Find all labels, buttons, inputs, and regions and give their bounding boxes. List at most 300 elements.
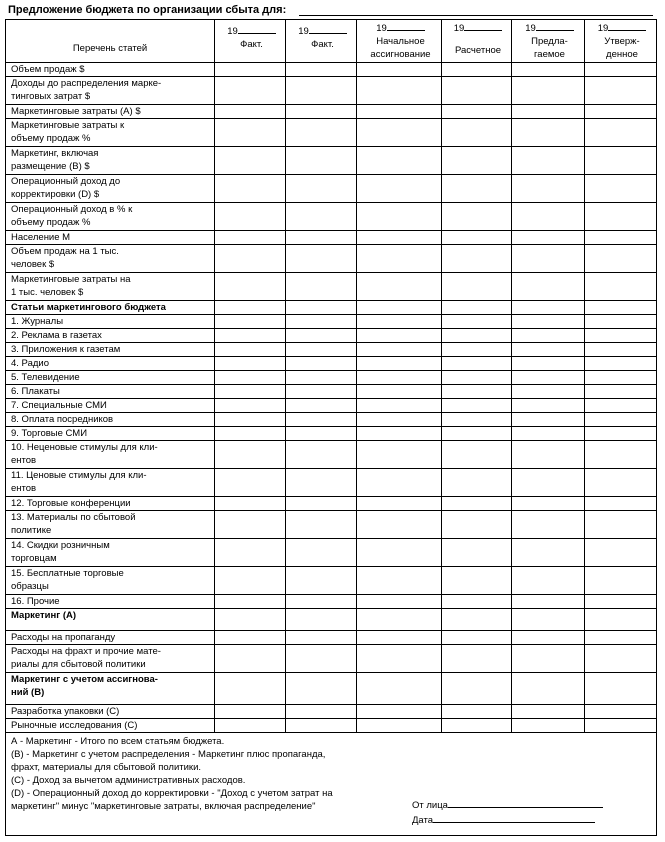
value-cell[interactable]: [215, 147, 286, 175]
row-label-line: корректировки (D) $: [11, 189, 100, 200]
date-fill-line[interactable]: [433, 812, 595, 823]
value-cell[interactable]: [215, 469, 286, 497]
value-cell[interactable]: [442, 595, 512, 609]
value-cell[interactable]: [286, 175, 357, 203]
row-label: [6, 385, 215, 399]
value-cell[interactable]: [585, 77, 657, 105]
row-label-line: 9. Торговые СМИ: [11, 428, 88, 439]
row-label-line: 5. Телевидение: [11, 372, 80, 383]
value-cell[interactable]: [442, 329, 512, 343]
value-cell[interactable]: [585, 497, 657, 511]
value-cell[interactable]: [286, 609, 357, 631]
value-cell[interactable]: [585, 301, 657, 315]
table-row: [6, 203, 657, 231]
row-label: [6, 441, 215, 469]
row-label: [6, 399, 215, 413]
value-cell[interactable]: [442, 147, 512, 175]
value-cell[interactable]: [215, 645, 286, 673]
value-cell[interactable]: [585, 315, 657, 329]
value-cell[interactable]: [442, 203, 512, 231]
value-cell[interactable]: [512, 705, 585, 719]
value-cell[interactable]: [585, 441, 657, 469]
value-cell[interactable]: [442, 315, 512, 329]
header-row: [6, 20, 657, 63]
value-cell[interactable]: [512, 413, 585, 427]
row-label: [6, 511, 215, 539]
row-label: [6, 315, 215, 329]
row-label-line: человек $: [11, 259, 55, 270]
value-cell[interactable]: [286, 511, 357, 539]
value-cell[interactable]: [585, 357, 657, 371]
value-cell[interactable]: [215, 413, 286, 427]
value-cell[interactable]: [357, 357, 442, 371]
value-cell[interactable]: [215, 399, 286, 413]
value-cell[interactable]: [357, 567, 442, 595]
title-fill-line[interactable]: [299, 15, 653, 16]
value-cell[interactable]: [512, 203, 585, 231]
row-label-line: 15. Бесплатные торговые: [11, 568, 124, 579]
note-line: (D) - Операционный доход до корректировки - "Доход с учетом затрат на: [11, 788, 333, 799]
row-label: [6, 147, 215, 175]
value-cell[interactable]: [585, 147, 657, 175]
value-cell[interactable]: [286, 497, 357, 511]
value-cell[interactable]: [215, 175, 286, 203]
table-row: [6, 673, 657, 705]
table-row: [6, 399, 657, 413]
value-cell[interactable]: [357, 273, 442, 301]
row-label-line: Объем продаж $: [11, 64, 85, 75]
value-cell[interactable]: [357, 631, 442, 645]
note-line: фрахт, материалы для сбытовой политики.: [11, 762, 202, 773]
value-cell[interactable]: [585, 273, 657, 301]
value-cell[interactable]: [585, 371, 657, 385]
value-cell[interactable]: [286, 245, 357, 273]
row-label: [6, 705, 215, 719]
value-cell[interactable]: [512, 645, 585, 673]
row-label-line: 14. Скидки розничным: [11, 540, 110, 551]
from-fill-line[interactable]: [448, 797, 603, 808]
value-cell[interactable]: [286, 399, 357, 413]
form-title-text: Предложение бюджета по организации сбыта для:: [8, 4, 287, 16]
value-cell[interactable]: [286, 595, 357, 609]
row-label-line: 10. Неценовые стимулы для кли-: [11, 442, 158, 453]
table-row: [6, 441, 657, 469]
table-row: [6, 63, 657, 77]
value-cell[interactable]: [585, 469, 657, 497]
value-cell[interactable]: [286, 371, 357, 385]
value-cell[interactable]: [512, 673, 585, 705]
value-cell[interactable]: [286, 301, 357, 315]
signature-date: Дата: [412, 812, 602, 827]
value-cell[interactable]: [357, 175, 442, 203]
value-cell[interactable]: [585, 645, 657, 673]
value-cell[interactable]: [442, 399, 512, 413]
value-cell[interactable]: [512, 511, 585, 539]
col-header-5: 19 Предла- гаемое: [512, 20, 585, 63]
value-cell[interactable]: [512, 357, 585, 371]
value-cell[interactable]: [215, 63, 286, 77]
col-header-6: 19 Утверж- денное: [585, 20, 657, 63]
value-cell[interactable]: [512, 77, 585, 105]
value-cell[interactable]: [442, 539, 512, 567]
table-row: [6, 231, 657, 245]
value-cell[interactable]: [357, 469, 442, 497]
value-cell[interactable]: [357, 673, 442, 705]
row-label: [6, 343, 215, 357]
note-line: маркетинг" минус "маркетинговые затраты, включая распределение": [11, 801, 316, 812]
value-cell[interactable]: [442, 63, 512, 77]
value-cell[interactable]: [512, 469, 585, 497]
value-cell[interactable]: [286, 147, 357, 175]
value-cell[interactable]: [442, 343, 512, 357]
table-row: [6, 119, 657, 147]
value-cell[interactable]: [442, 441, 512, 469]
value-cell[interactable]: [512, 245, 585, 273]
row-label-line: торговцам: [11, 553, 57, 564]
value-cell[interactable]: [512, 609, 585, 631]
value-cell[interactable]: [357, 609, 442, 631]
value-cell[interactable]: [512, 427, 585, 441]
value-cell[interactable]: [585, 245, 657, 273]
row-label-line: Маркетинговые затраты к: [11, 120, 125, 131]
value-cell[interactable]: [357, 539, 442, 567]
value-cell[interactable]: [442, 175, 512, 203]
value-cell[interactable]: [585, 567, 657, 595]
value-cell[interactable]: [357, 441, 442, 469]
value-cell[interactable]: [512, 399, 585, 413]
value-cell[interactable]: [286, 203, 357, 231]
value-cell[interactable]: [286, 413, 357, 427]
value-cell[interactable]: [286, 427, 357, 441]
value-cell[interactable]: [442, 231, 512, 245]
value-cell[interactable]: [286, 63, 357, 77]
row-label-line: размещение (В) $: [11, 161, 90, 172]
label-column-header: Перечень статей: [6, 20, 215, 63]
value-cell[interactable]: [215, 231, 286, 245]
value-cell[interactable]: [357, 245, 442, 273]
value-cell[interactable]: [357, 343, 442, 357]
value-cell[interactable]: [512, 719, 585, 733]
value-cell[interactable]: [286, 645, 357, 673]
value-cell[interactable]: [585, 413, 657, 427]
col-header-4: 19 Расчетное: [442, 20, 512, 63]
value-cell[interactable]: [357, 427, 442, 441]
value-cell[interactable]: [585, 609, 657, 631]
table-row: [6, 245, 657, 273]
row-label-line: Разработка упаковки (С): [11, 706, 120, 717]
row-label: [6, 673, 215, 705]
table-row: [6, 147, 657, 175]
value-cell[interactable]: [215, 203, 286, 231]
value-cell[interactable]: [215, 357, 286, 371]
value-cell[interactable]: [357, 203, 442, 231]
value-cell[interactable]: [585, 705, 657, 719]
row-label-line: Доходы до распределения марке-: [11, 78, 162, 89]
value-cell[interactable]: [442, 385, 512, 399]
value-cell[interactable]: [512, 539, 585, 567]
value-cell[interactable]: [286, 357, 357, 371]
value-cell[interactable]: [585, 399, 657, 413]
table-row: [6, 705, 657, 719]
table-row: [6, 175, 657, 203]
value-cell[interactable]: [357, 719, 442, 733]
table-row: [6, 343, 657, 357]
row-label: [6, 245, 215, 273]
row-label-line: риалы для сбытовой политики: [11, 659, 146, 670]
table-row: [6, 315, 657, 329]
year-blank[interactable]: [536, 20, 574, 31]
value-cell[interactable]: [512, 371, 585, 385]
row-label-line: 16. Прочие: [11, 596, 60, 607]
value-cell[interactable]: [357, 385, 442, 399]
value-cell[interactable]: [512, 343, 585, 357]
value-cell[interactable]: [357, 371, 442, 385]
value-cell[interactable]: [512, 301, 585, 315]
row-label-line: 8. Оплата посредников: [11, 414, 114, 425]
table-row: [6, 645, 657, 673]
value-cell[interactable]: [442, 413, 512, 427]
row-label: [6, 273, 215, 301]
value-cell[interactable]: [357, 105, 442, 119]
value-cell[interactable]: [357, 329, 442, 343]
value-cell[interactable]: [357, 399, 442, 413]
value-cell[interactable]: [286, 539, 357, 567]
table-row: [6, 371, 657, 385]
row-label-line: Объем продаж на 1 тыс.: [11, 246, 119, 257]
row-label-line: 11. Ценовые стимулы для кли-: [11, 470, 147, 481]
value-cell[interactable]: [215, 567, 286, 595]
year-blank[interactable]: [608, 20, 646, 31]
value-cell[interactable]: [512, 231, 585, 245]
row-label: [6, 77, 215, 105]
value-cell[interactable]: [215, 343, 286, 357]
value-cell[interactable]: [286, 231, 357, 245]
value-cell[interactable]: [512, 385, 585, 399]
value-cell[interactable]: [512, 315, 585, 329]
footnotes: [6, 733, 657, 836]
value-cell[interactable]: [215, 631, 286, 645]
value-cell[interactable]: [512, 595, 585, 609]
value-cell[interactable]: [442, 567, 512, 595]
row-label-line: 6. Плакаты: [11, 386, 60, 397]
value-cell[interactable]: [357, 315, 442, 329]
row-label-line: ентов: [11, 455, 37, 466]
value-cell[interactable]: [215, 385, 286, 399]
value-cell[interactable]: [512, 329, 585, 343]
value-cell[interactable]: [215, 273, 286, 301]
row-label-line: Расходы на пропаганду: [11, 632, 116, 643]
value-cell[interactable]: [442, 469, 512, 497]
table-row: [6, 567, 657, 595]
row-label-line: Маркетинговые затраты на: [11, 274, 131, 285]
value-cell[interactable]: [215, 77, 286, 105]
row-label-line: Население М: [11, 232, 71, 243]
value-cell[interactable]: [585, 105, 657, 119]
row-label: [6, 631, 215, 645]
row-label: [6, 203, 215, 231]
value-cell[interactable]: [357, 497, 442, 511]
value-cell[interactable]: [442, 77, 512, 105]
value-cell[interactable]: [442, 105, 512, 119]
row-label-line: Расходы на фрахт и прочие мате-: [11, 646, 161, 657]
value-cell[interactable]: [512, 119, 585, 147]
value-cell[interactable]: [215, 497, 286, 511]
value-cell[interactable]: [585, 63, 657, 77]
row-label-line: Операционный доход в % к: [11, 204, 133, 215]
value-cell[interactable]: [442, 427, 512, 441]
value-cell[interactable]: [215, 315, 286, 329]
year-blank[interactable]: [309, 23, 347, 34]
value-cell[interactable]: [585, 231, 657, 245]
value-cell[interactable]: [286, 329, 357, 343]
value-cell[interactable]: [442, 645, 512, 673]
value-cell[interactable]: [286, 567, 357, 595]
table-row: [6, 77, 657, 105]
row-label-line: 2. Реклама в газетах: [11, 330, 102, 341]
value-cell[interactable]: [286, 385, 357, 399]
value-cell[interactable]: [357, 645, 442, 673]
value-cell[interactable]: [286, 343, 357, 357]
value-cell[interactable]: [357, 147, 442, 175]
value-cell[interactable]: [215, 539, 286, 567]
row-label-line: Маркетинговые затраты (А) $: [11, 106, 141, 117]
notes-row: [6, 733, 657, 836]
value-cell[interactable]: [442, 497, 512, 511]
value-cell[interactable]: [585, 631, 657, 645]
value-cell[interactable]: [442, 357, 512, 371]
value-cell[interactable]: [357, 119, 442, 147]
row-label: [6, 497, 215, 511]
value-cell[interactable]: [585, 595, 657, 609]
value-cell[interactable]: [442, 245, 512, 273]
table-row: [6, 595, 657, 609]
value-cell[interactable]: [442, 631, 512, 645]
col-header-2: 19 Факт.: [286, 20, 357, 63]
value-cell[interactable]: [286, 77, 357, 105]
value-cell[interactable]: [286, 705, 357, 719]
value-cell[interactable]: [512, 497, 585, 511]
row-label-line: Маркетинг (А): [11, 610, 77, 621]
value-cell[interactable]: [585, 329, 657, 343]
value-cell[interactable]: [286, 441, 357, 469]
value-cell[interactable]: [215, 609, 286, 631]
row-label: [6, 175, 215, 203]
value-cell[interactable]: [215, 371, 286, 385]
value-cell[interactable]: [215, 595, 286, 609]
value-cell[interactable]: [585, 203, 657, 231]
value-cell[interactable]: [442, 609, 512, 631]
value-cell[interactable]: [357, 77, 442, 105]
value-cell[interactable]: [512, 63, 585, 77]
value-cell[interactable]: [585, 385, 657, 399]
value-cell[interactable]: [286, 273, 357, 301]
value-cell[interactable]: [357, 511, 442, 539]
value-cell[interactable]: [357, 301, 442, 315]
value-cell[interactable]: [442, 705, 512, 719]
value-cell[interactable]: [442, 273, 512, 301]
value-cell[interactable]: [512, 441, 585, 469]
value-cell[interactable]: [215, 673, 286, 705]
value-cell[interactable]: [512, 105, 585, 119]
value-cell[interactable]: [585, 719, 657, 733]
value-cell[interactable]: [585, 539, 657, 567]
value-cell[interactable]: [286, 105, 357, 119]
year-blank[interactable]: [238, 23, 276, 34]
note-line: А - Маркетинг - Итого по всем статьям бюджета.: [11, 736, 225, 747]
value-cell[interactable]: [442, 673, 512, 705]
row-label: [6, 719, 215, 733]
value-cell[interactable]: [286, 119, 357, 147]
value-cell[interactable]: [215, 441, 286, 469]
value-cell[interactable]: [286, 315, 357, 329]
value-cell[interactable]: [215, 105, 286, 119]
value-cell[interactable]: [215, 119, 286, 147]
form-title: [8, 4, 656, 16]
row-label-line: ний (В): [11, 687, 45, 698]
value-cell[interactable]: [357, 63, 442, 77]
value-cell[interactable]: [215, 511, 286, 539]
table-row: [6, 105, 657, 119]
value-cell[interactable]: [357, 231, 442, 245]
value-cell[interactable]: [512, 147, 585, 175]
value-cell[interactable]: [512, 175, 585, 203]
value-cell[interactable]: [442, 719, 512, 733]
value-cell[interactable]: [442, 119, 512, 147]
value-cell[interactable]: [286, 469, 357, 497]
table-row: [6, 609, 657, 631]
value-cell[interactable]: [585, 175, 657, 203]
value-cell[interactable]: [357, 413, 442, 427]
row-label-line: 13. Материалы по сбытовой: [11, 512, 136, 523]
note-line: (В) - Маркетинг с учетом распределения - Маркетинг плюс пропаганда,: [11, 749, 326, 760]
row-label-line: 4. Радио: [11, 358, 49, 369]
row-label: [6, 63, 215, 77]
row-label-line: Операционный доход до: [11, 176, 121, 187]
value-cell[interactable]: [215, 427, 286, 441]
row-label: [6, 105, 215, 119]
value-cell[interactable]: [512, 273, 585, 301]
value-cell[interactable]: [442, 511, 512, 539]
value-cell[interactable]: [215, 719, 286, 733]
value-cell[interactable]: [215, 245, 286, 273]
table-row: [6, 469, 657, 497]
row-label: [6, 231, 215, 245]
value-cell[interactable]: [585, 343, 657, 357]
value-cell[interactable]: [585, 673, 657, 705]
row-label: [6, 357, 215, 371]
value-cell[interactable]: [512, 567, 585, 595]
value-cell[interactable]: [215, 705, 286, 719]
value-cell[interactable]: [442, 371, 512, 385]
value-cell[interactable]: [585, 511, 657, 539]
value-cell[interactable]: [357, 705, 442, 719]
value-cell[interactable]: [286, 719, 357, 733]
value-cell[interactable]: [286, 631, 357, 645]
value-cell[interactable]: [215, 329, 286, 343]
value-cell[interactable]: [512, 631, 585, 645]
value-cell[interactable]: [585, 427, 657, 441]
value-cell[interactable]: [357, 595, 442, 609]
value-cell[interactable]: [286, 673, 357, 705]
year-blank[interactable]: [464, 20, 502, 31]
row-label-line: 7. Специальные СМИ: [11, 400, 107, 411]
value-cell[interactable]: [585, 119, 657, 147]
value-cell[interactable]: [215, 301, 286, 315]
year-blank[interactable]: [387, 20, 425, 31]
table-row: [6, 301, 657, 315]
value-cell[interactable]: [442, 301, 512, 315]
row-label-line: Маркетинг, включая: [11, 148, 99, 159]
